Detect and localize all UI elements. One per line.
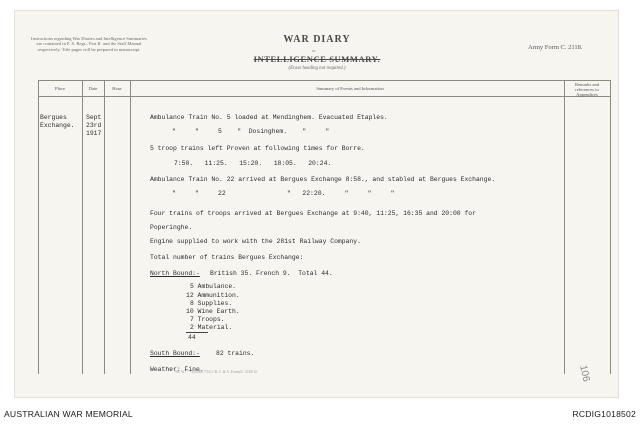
army-form-number: Army Form C. 2118. (528, 44, 583, 51)
place-line-2: Exchange. (40, 122, 75, 129)
south-bound-value: 82 trains. (216, 350, 255, 357)
total-rule (186, 332, 208, 333)
column-header-remarks: Remarks and references to Appendices (574, 82, 600, 97)
column-rule (610, 80, 611, 374)
north-bound-label: North Bound:- (150, 270, 200, 277)
table-header-rule (38, 96, 610, 97)
form-title-or: or (312, 48, 316, 53)
printer-imprint: Wt. W / - - 250,000 7/16 J. B. C. & A. Forms/C. 2118/12. (175, 370, 258, 374)
erase-note: (Erase heading not required.) (288, 66, 346, 71)
summary-line: Engine supplied to work with the 281st Railway Company. (150, 238, 361, 245)
footer-institution: AUSTRALIAN WAR MEMORIAL (4, 409, 133, 419)
date-day: 23rd (86, 122, 102, 129)
summary-line: Poperinghe. (150, 224, 193, 231)
column-rule (104, 80, 105, 374)
north-bound-summary: British 35. French 9. Total 44. (210, 270, 333, 277)
column-header-hour: Hour (112, 86, 122, 91)
summary-line: 5 troop trains left Proven at following times for Borre. (150, 145, 365, 152)
summary-line: Four trains of troops arrived at Bergues Exchange at 9:40, 11:25, 16:35 and 20:00 for (150, 210, 476, 217)
breakdown-item: 10 Wine Earth. (186, 308, 240, 315)
breakdown-item: 8 Supplies. (190, 300, 233, 307)
breakdown-total: 44 (188, 334, 196, 341)
date-month: Sept (86, 114, 102, 121)
column-rule (564, 80, 565, 374)
column-header-date: Date (88, 86, 98, 91)
summary-line: Ambulance Train No. 22 arrived at Bergues Exchange 8:58., and stabled at Bergues Exchange. (150, 176, 496, 183)
breakdown-item: 2 Material. (190, 324, 233, 331)
breakdown-item: 5 Ambulance. (190, 283, 237, 290)
breakdown-item: 7 Troops. (190, 316, 225, 323)
south-bound-label: South Bound:- (150, 350, 200, 357)
column-header-summary: Summary of Events and Information (316, 86, 384, 91)
place-line-1: Bergues (40, 114, 67, 121)
summary-line: Total number of trains Bergues Exchange: (150, 254, 304, 261)
date-year: 1917 (86, 130, 102, 137)
column-rule (38, 80, 39, 374)
weather-line: Weather: Fine. (150, 366, 204, 373)
column-rule (82, 80, 83, 374)
footer-record-id: RCDIG1018502 (572, 409, 636, 419)
instructions-note: Instructions regarding War Diaries and Intelligence Summaries are contained in F. S. Regs., Part II. and the Staff Manual respectively. Title pages will be prepared in manuscript. (31, 36, 147, 52)
margin-page-number: 106 (577, 364, 592, 383)
breakdown-item: 12 Ammunition. (186, 292, 240, 299)
form-title: WAR DIARY (283, 34, 351, 45)
summary-line: 7:50. 11:25. 15:20. 18:05. 20:24. (174, 160, 332, 167)
column-header-place: Place (55, 86, 65, 91)
summary-line: " " 5 " Dosinghem. " " (172, 128, 330, 135)
summary-line: Ambulance Train No. 5 loaded at Mendinghem. Evacuated Etaples. (150, 114, 388, 121)
column-rule (130, 80, 131, 374)
table-top-rule (38, 80, 610, 81)
form-subtitle: INTELLIGENCE SUMMARY. (253, 54, 381, 64)
summary-line: " " 22 " 22:20. " " " (172, 190, 395, 197)
